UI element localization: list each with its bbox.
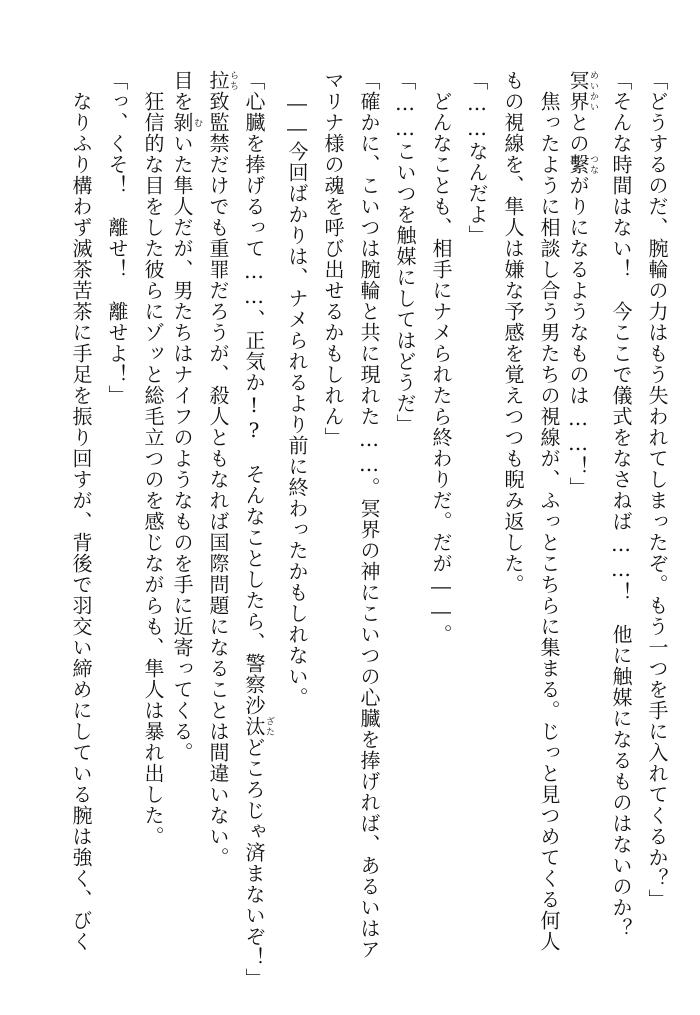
ruby-meikai: 冥界めいかい <box>566 70 598 112</box>
ruby-muita: 剝む <box>170 112 202 133</box>
text-line-with-ruby: 拉らち致監禁だけでも重罪だろうが、殺人ともなれば国際問題になることは間違いない。 <box>206 70 238 868</box>
text-line: 焦ったように相談し合う男たちの視線が、ふっとこちらに集まる。じっと見つめてくる何人 <box>537 70 561 952</box>
text-line: 「……こいつを触媒にしてはどうだ」 <box>393 70 417 435</box>
text-line: 「どうするのだ、腕輪の力はもう失われてしまったぞ。もう一つを手に入れてくるか？」 <box>645 70 669 910</box>
text-line: 「そんな時間はない！ 今ここで儀式をなさねば……！ 他に触媒になるものはないのか？ <box>609 70 633 939</box>
ruby-tsunagari: 繫つな <box>566 154 598 175</box>
text-line: ――今回ばかりは、ナメられるより前に終わったかもしれない。 <box>285 70 309 708</box>
ruby-rachi: 拉らち <box>206 70 238 91</box>
text-line-with-ruby: 冥界めいかいとの繫つながりになるようなものは……！」 <box>566 70 598 498</box>
text-line: なりふり構わず滅茶苦茶に手足を振り回すが、背後で羽交い締めにしている腕は強く、びく <box>69 70 93 952</box>
text-line: どんなことも、相手にナメられたら終わりだ。だが――。 <box>429 70 453 645</box>
text-line: 「っ、くそ！ 離せ！ 離せよ！」 <box>105 70 129 406</box>
text-line-with-ruby: 目を剝むいた隼人だが、男たちはナイフのようなものを手に近寄ってくる。 <box>170 70 202 763</box>
text-line: 「確かに、こいつは腕輪と共に現れた……。冥界の神にこいつの心臓を捧げれば、あるいはア <box>357 70 381 960</box>
text-line: 「……なんだよ」 <box>465 70 489 246</box>
ruby-zata: 汰ざた <box>242 716 274 737</box>
text-line: マリナ様の魂を呼び出せるかもしれん」 <box>321 70 345 448</box>
text-line: もの視線を、隼人は嫌な予感を覚えつつも睨み返した。 <box>501 70 525 595</box>
text-line-with-ruby: 「心臓を捧げるって……、正気か!? そんなことしたら、警察沙汰ざたどころじゃ済まないぞ！」 <box>242 70 274 989</box>
text-line: 狂信的な目をした彼らにゾッと総毛立つのを感じながらも、隼人は暴れ出した。 <box>141 70 165 847</box>
